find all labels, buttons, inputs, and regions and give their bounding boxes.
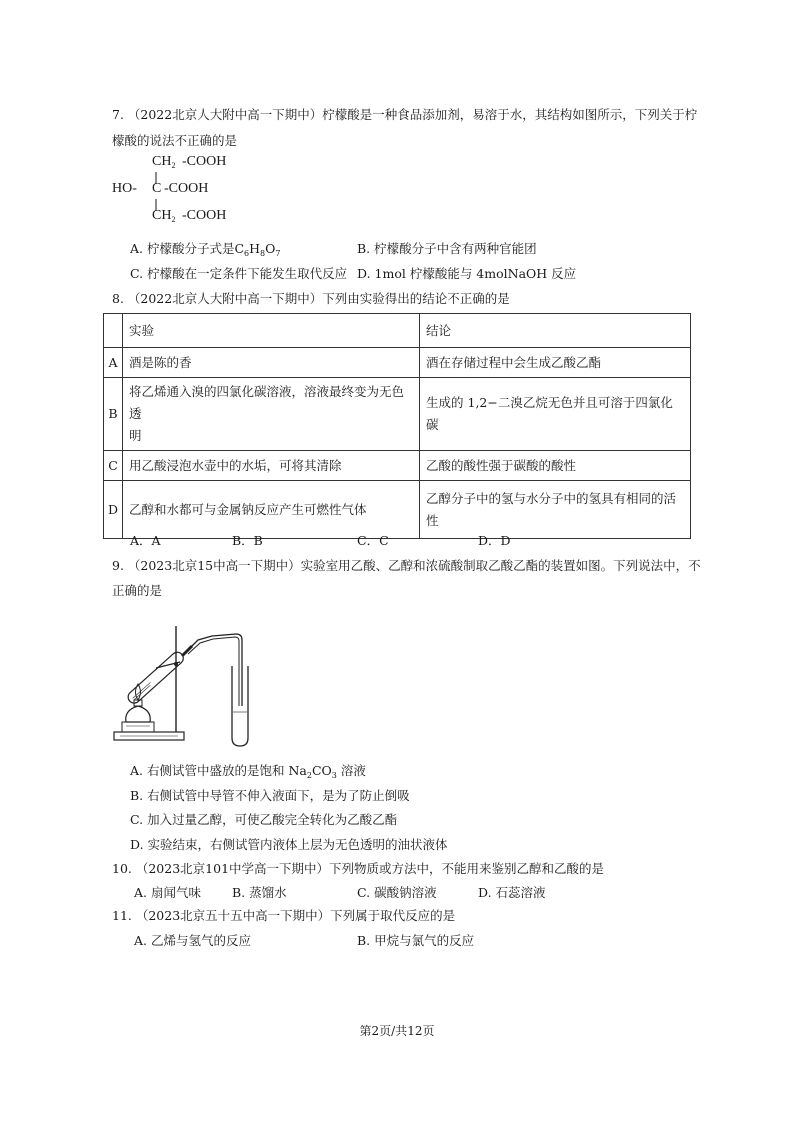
q11-option-a[interactable]: A. 乙烯与氢气的反应 (134, 933, 251, 948)
row-conclusion: 乙醇分子中的氢与水分子中的氢具有相同的活 性 (420, 481, 691, 539)
q7-option-b[interactable]: B. 柠檬酸分子中含有两种官能团 (357, 241, 537, 256)
table-header-conclusion: 结论 (420, 314, 691, 348)
structure-central-c: C (152, 181, 162, 196)
row-experiment: 将乙烯通入溴的四氯化碳溶液，溶液最终变为无色透 明 (123, 378, 420, 451)
row-key: A (104, 348, 123, 378)
row-conclusion: 生成的 1,2−二溴乙烷无色并且可溶于四氯化碳 (420, 378, 691, 451)
q7-stem-line2: 檬酸的说法不正确的是 (112, 133, 238, 148)
table-header-row (104, 314, 691, 348)
structure-ho: HO- (112, 181, 137, 196)
q9-option-c[interactable]: C. 加入过量乙醇，可使乙酸完全转化为乙酸乙酯 (130, 812, 398, 827)
q10-option-b[interactable]: B. 蒸馏水 (232, 885, 287, 900)
structure-cooh-bottom: -COOH (182, 208, 227, 223)
q7-option-d[interactable]: D. 1mol 柠檬酸能与 4molNaOH 反应 (357, 266, 577, 281)
q8-option-b[interactable]: B．B (232, 533, 263, 548)
q7-stem-line1: 7. （2022北京人大附中高一下期中）柠檬酸是一种食品添加剂，易溶于水，其结构如图所示，下列关于柠 (112, 107, 698, 122)
q9-stem-line1: 9. （2023北京15中高一下期中）实验室用乙酸、乙醇和浓硫酸制取乙酸乙酯的装置如图。下列说法中，不 (112, 558, 701, 573)
row-conclusion: 酒在存储过程中会生成乙酸乙酯 (420, 348, 691, 378)
table-row (104, 451, 691, 481)
table-header-key (104, 314, 123, 348)
citric-acid-structure (112, 154, 252, 228)
q7-option-a[interactable]: A. 柠檬酸分子式是$C_6H_8O_7$ (130, 241, 281, 258)
q10-option-c[interactable]: C. 碳酸钠溶液 (357, 885, 437, 900)
q10-option-a[interactable]: A. 扇闻气味 (134, 885, 201, 900)
q10-option-d[interactable]: D. 石蕊溶液 (478, 885, 546, 900)
q8-option-a[interactable]: A．A (130, 533, 161, 548)
row-conclusion: 乙酸的酸性强于碳酸的酸性 (420, 451, 691, 481)
row-key: B (104, 378, 123, 451)
row-experiment: 乙醇和水都可与金属钠反应产生可燃性气体 (123, 481, 420, 539)
q8-option-c[interactable]: C．C (357, 533, 389, 548)
structure-cooh-mid: -COOH (164, 181, 209, 196)
page-footer: 第2页/共12页 (359, 1024, 435, 1038)
q7-option-c[interactable]: C. 柠檬酸在一定条件下能发生取代反应 (130, 266, 348, 281)
structure-cooh-top: -COOH (182, 154, 227, 169)
q9-option-d[interactable]: D. 实验结束，右侧试管内液体上层为无色透明的油状液体 (130, 837, 448, 852)
q8-stem: 8. （2022北京人大附中高一下期中）下列由实验得出的结论不正确的是 (112, 291, 510, 306)
q8-table (103, 313, 691, 539)
structure-ch2-bottom: $CH_2$ (152, 208, 176, 224)
table-header-experiment: 实验 (123, 314, 420, 348)
q11-stem: 11. （2023北京五十五中高一下期中）下列属于取代反应的是 (112, 908, 456, 923)
structure-ch2-top: $CH_2$ (152, 154, 176, 170)
q10-stem: 10. （2023北京101中学高一下期中）下列物质或方法中，不能用来鉴别乙醇和乙酸的是 (112, 861, 605, 876)
row-experiment: 酒是陈的香 (123, 348, 420, 378)
q9-option-b[interactable]: B. 右侧试管中导管不伸入液面下，是为了防止倒吸 (130, 788, 410, 803)
q8-option-d[interactable]: D．D (478, 533, 511, 548)
table-row (104, 378, 691, 451)
row-key: C (104, 451, 123, 481)
row-key: D (104, 481, 123, 539)
q9-option-a[interactable]: A. 右侧试管中盛放的是饱和 $Na_2CO_3$ 溶液 (130, 763, 366, 780)
ester-apparatus-diagram (112, 626, 272, 750)
structure-bonds (112, 154, 252, 228)
q9-stem-line2: 正确的是 (112, 583, 163, 598)
table-row (104, 348, 691, 378)
row-experiment: 用乙酸浸泡水壶中的水垢，可将其清除 (123, 451, 420, 481)
q11-option-b[interactable]: B. 甲烷与氯气的反应 (357, 933, 475, 948)
table-row (104, 481, 691, 539)
